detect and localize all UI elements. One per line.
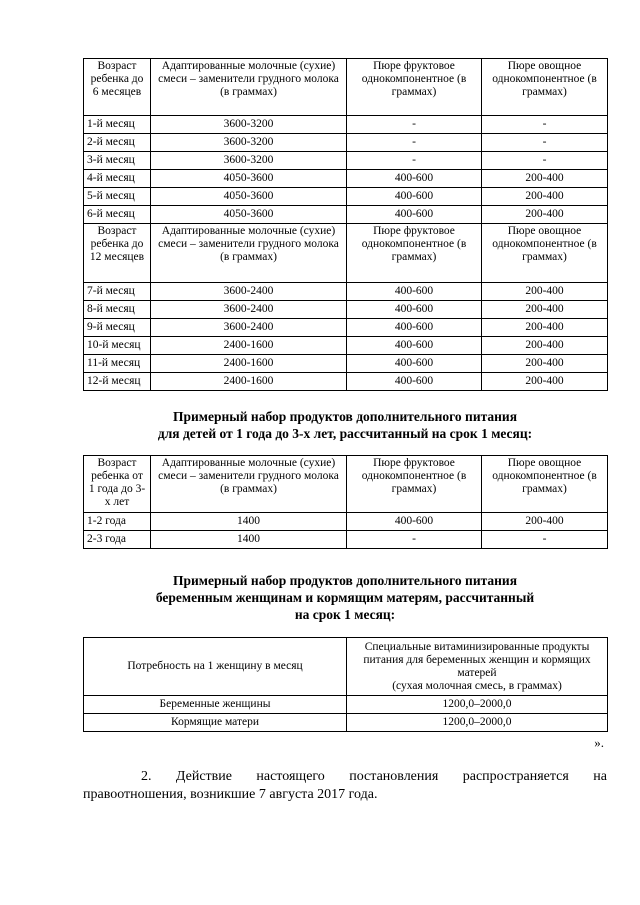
paragraph-word: распространяется bbox=[462, 769, 569, 784]
header-cell: Возраст ребенка до 6 месяцев bbox=[84, 59, 151, 116]
table-cell: 200-400 bbox=[482, 513, 608, 531]
table-cell: 1-2 года bbox=[84, 513, 151, 531]
header-cell: Адаптированные молочные (сухие) смеси – заменители грудного молока (в граммах) bbox=[151, 59, 347, 116]
monthly-food-table-infants bbox=[83, 58, 608, 391]
table-cell: 200-400 bbox=[482, 283, 608, 301]
table-cell: - bbox=[347, 134, 482, 152]
table-cell: 3600-3200 bbox=[151, 134, 347, 152]
heading-women bbox=[83, 572, 607, 623]
table-cell: - bbox=[347, 531, 482, 549]
table-row bbox=[84, 696, 608, 714]
table-row bbox=[84, 714, 608, 732]
table-cell: 3600-2400 bbox=[151, 283, 347, 301]
table-cell: 2-3 года bbox=[84, 531, 151, 549]
table-cell: 3600-2400 bbox=[151, 319, 347, 337]
table-cell bbox=[347, 638, 608, 696]
header-cell: Возраст ребенка от 1 года до 3-х лет bbox=[84, 456, 151, 513]
header-cell: Пюре фруктовое однокомпонентное (в граммах) bbox=[347, 224, 482, 283]
table-cell: 1200,0–2000,0 bbox=[347, 714, 608, 732]
table-cell: 6-й месяц bbox=[84, 206, 151, 224]
table-cell: 200-400 bbox=[482, 170, 608, 188]
table-cell: 2400-1600 bbox=[151, 355, 347, 373]
table-cell: 200-400 bbox=[482, 373, 608, 391]
table-cell: 400-600 bbox=[347, 170, 482, 188]
table-cell: 400-600 bbox=[347, 283, 482, 301]
table-cell: 10-й месяц bbox=[84, 337, 151, 355]
table-cell: 3-й месяц bbox=[84, 152, 151, 170]
table-row bbox=[84, 206, 608, 224]
header-cell: Адаптированные молочные (сухие) смеси – заменители грудного молока (в граммах) bbox=[151, 456, 347, 513]
table-cell: 2400-1600 bbox=[151, 373, 347, 391]
table-cell: 1400 bbox=[151, 513, 347, 531]
heading-toddlers-line1: Примерный набор продуктов дополнительного питания bbox=[172, 409, 518, 424]
header-cell-line: Специальные витаминизированные продукты питания для беременных женщин и кормящих матерей bbox=[363, 640, 591, 679]
table-row bbox=[84, 319, 608, 337]
heading-women-line1: Примерный набор продуктов дополнительного питания bbox=[172, 573, 518, 588]
table-cell: 400-600 bbox=[347, 301, 482, 319]
table-cell: 9-й месяц bbox=[84, 319, 151, 337]
table-cell: 2-й месяц bbox=[84, 134, 151, 152]
table-row bbox=[84, 116, 608, 134]
header-cell: Пюре фруктовое однокомпонентное (в граммах) bbox=[347, 59, 482, 116]
table-row bbox=[84, 170, 608, 188]
paragraph-word: Действие bbox=[175, 769, 232, 784]
heading-toddlers-line2: для детей от 1 года до 3-х лет, рассчитанный на срок 1 месяц: bbox=[157, 426, 533, 441]
table-cell: 400-600 bbox=[347, 513, 482, 531]
table-cell: 4050-3600 bbox=[151, 206, 347, 224]
paragraph-word: настоящего bbox=[256, 769, 325, 784]
paragraph-line2: правоотношения, возникшие 7 августа 2017 года. bbox=[83, 787, 378, 802]
table-cell: - bbox=[482, 152, 608, 170]
table-header-row bbox=[84, 59, 608, 116]
table-cell: 400-600 bbox=[347, 319, 482, 337]
closing-quote: ». bbox=[594, 735, 604, 750]
table-cell: 400-600 bbox=[347, 188, 482, 206]
table-cell: 400-600 bbox=[347, 337, 482, 355]
table-cell: - bbox=[482, 531, 608, 549]
header-cell-line: (сухая молочная смесь, в граммах) bbox=[392, 679, 562, 692]
table-cell: 1-й месяц bbox=[84, 116, 151, 134]
table-cell: 400-600 bbox=[347, 206, 482, 224]
table-row bbox=[84, 134, 608, 152]
table-cell: 4-й месяц bbox=[84, 170, 151, 188]
paragraph-word: постановления bbox=[349, 769, 439, 784]
monthly-food-table-toddlers bbox=[83, 455, 608, 549]
table-cell: 11-й месяц bbox=[84, 355, 151, 373]
table-row bbox=[84, 188, 608, 206]
table-cell: 1200,0–2000,0 bbox=[347, 696, 608, 714]
heading-women-line2: беременным женщинам и кормящим матерям, рассчитанный bbox=[155, 590, 535, 605]
table-cell: 7-й месяц bbox=[84, 283, 151, 301]
table-cell: 4050-3600 bbox=[151, 188, 347, 206]
table-cell: Кормящие матери bbox=[84, 714, 347, 732]
paragraph-effective-date bbox=[83, 768, 607, 804]
table-row bbox=[84, 355, 608, 373]
paragraph-word: 2. bbox=[141, 769, 152, 784]
table-cell: 12-й месяц bbox=[84, 373, 151, 391]
table-cell: 4050-3600 bbox=[151, 170, 347, 188]
table-cell: - bbox=[482, 134, 608, 152]
table-cell: 400-600 bbox=[347, 355, 482, 373]
table-cell: 200-400 bbox=[482, 319, 608, 337]
heading-women-line3: на срок 1 месяц: bbox=[294, 607, 396, 622]
table-cell: 200-400 bbox=[482, 355, 608, 373]
header-cell: Пюре овощное однокомпонентное (в граммах) bbox=[482, 456, 608, 513]
table-cell: 200-400 bbox=[482, 206, 608, 224]
table-row bbox=[84, 373, 608, 391]
table-row bbox=[84, 337, 608, 355]
table-cell: 200-400 bbox=[482, 337, 608, 355]
header-cell: Возраст ребенка до 12 месяцев bbox=[84, 224, 151, 283]
table-row bbox=[84, 513, 608, 531]
table-cell: 200-400 bbox=[482, 301, 608, 319]
table-cell: 8-й месяц bbox=[84, 301, 151, 319]
header-cell: Пюре овощное однокомпонентное (в граммах) bbox=[482, 59, 608, 116]
table-header-row bbox=[84, 224, 608, 283]
table-cell: - bbox=[482, 116, 608, 134]
header-cell: Пюре овощное однокомпонентное (в граммах) bbox=[482, 224, 608, 283]
table-cell: Беременные женщины bbox=[84, 696, 347, 714]
table-cell: 5-й месяц bbox=[84, 188, 151, 206]
table-cell: Потребность на 1 женщину в месяц bbox=[84, 638, 347, 696]
table-row bbox=[84, 152, 608, 170]
table-row bbox=[84, 283, 608, 301]
table-row bbox=[84, 531, 608, 549]
table-cell: 400-600 bbox=[347, 373, 482, 391]
table-cell: 1400 bbox=[151, 531, 347, 549]
table-row bbox=[84, 301, 608, 319]
paragraph-word: на bbox=[593, 769, 607, 784]
table-cell: 3600-2400 bbox=[151, 301, 347, 319]
table-cell: - bbox=[347, 152, 482, 170]
table-cell: 3600-3200 bbox=[151, 152, 347, 170]
paragraph-line1 bbox=[83, 768, 607, 786]
table-row bbox=[84, 638, 608, 696]
header-cell: Пюре фруктовое однокомпонентное (в граммах) bbox=[347, 456, 482, 513]
table-cell: 2400-1600 bbox=[151, 337, 347, 355]
table-cell: 3600-3200 bbox=[151, 116, 347, 134]
monthly-food-table-women bbox=[83, 637, 608, 732]
header-cell: Адаптированные молочные (сухие) смеси – заменители грудного молока (в граммах) bbox=[151, 224, 347, 283]
table-cell: - bbox=[347, 116, 482, 134]
heading-toddlers bbox=[83, 408, 607, 442]
table-header-row bbox=[84, 456, 608, 513]
table-cell: 200-400 bbox=[482, 188, 608, 206]
